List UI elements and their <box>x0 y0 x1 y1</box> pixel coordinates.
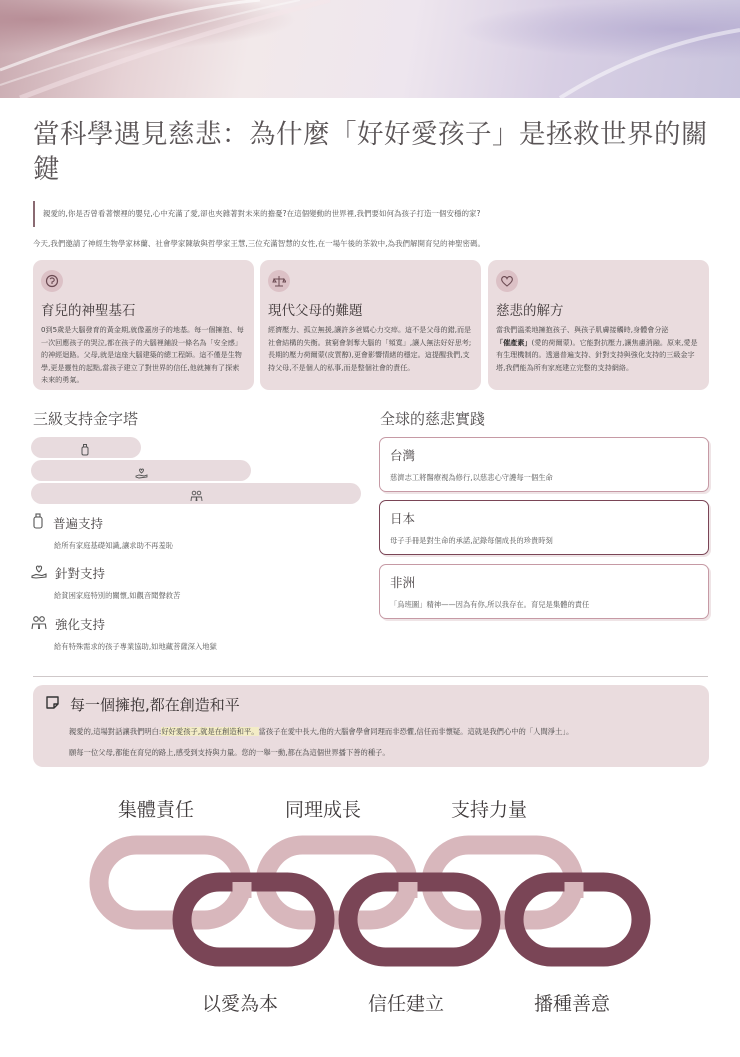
chain-label-top-1: 集體責任 <box>118 799 195 821</box>
card-sacred-foundation <box>33 260 254 390</box>
note-icon <box>45 695 60 714</box>
chain-label-bottom-3: 播種善意 <box>534 993 611 1015</box>
closing-paragraph-1: 親愛的,這場對話讓我們明白:好好愛孩子,就是在創造和平。當孩子在愛中長大,他的大腦會學會同理而非恐懼,信任而非懷疑。這就是我們心中的「人間淨土」。 <box>69 727 574 736</box>
global-item-name: 非洲 <box>390 575 416 590</box>
global-item-desc: 「烏班圖」精神——因為有你,所以我存在。育兒是集體的責任 <box>390 600 590 609</box>
intro-quote: 親愛的,你是否曾看著懷裡的嬰兒,心中充滿了愛,卻也夾雜著對未來的擔憂?在這個變動的世界裡,我們要如何為孩子打造一個安穩的家? <box>33 201 708 227</box>
global-item-desc: 母子手冊是對生命的承諾,記錄每個成長的珍貴時刻 <box>390 536 553 545</box>
family-icon <box>190 487 203 506</box>
level-label: 針對支持 <box>55 566 106 581</box>
global-item-name: 日本 <box>390 511 416 526</box>
card-body: 當我們溫柔地擁抱孩子、與孩子肌膚接觸時,身體會分泌「催產素」(愛的荷爾蒙)。它能對抗壓力,讓焦慮消融。原來,愛是有生理機制的。透過普遍支持、針對支持與強化支持的三級金字塔,我們能為所有家庭建立完整的支持網絡。 <box>496 325 698 372</box>
chain-label-bottom-1: 以愛為本 <box>202 993 279 1015</box>
pyramid-tier-middle <box>31 460 251 481</box>
hand-heart-icon <box>31 564 47 582</box>
pyramid-level-intensive <box>31 615 351 652</box>
intro-text: 今天,我們邀請了神經生物學家林蘭、社會學家陳敏與哲學家王慧,三位充滿智慧的女性,在一場午後的茶敘中,為我們解開育兒的神聖密碼。 <box>33 239 486 248</box>
closing-box <box>33 685 709 767</box>
bottle-icon <box>80 441 90 460</box>
level-desc: 給所有家庭基礎知識,讓求助不再羞恥 <box>54 541 174 550</box>
level-label: 強化支持 <box>55 617 106 632</box>
hero-abstract-image <box>0 0 740 98</box>
brain-icon <box>41 270 63 292</box>
divider <box>33 676 708 677</box>
global-item-africa <box>379 564 709 619</box>
chain-label-top-3: 支持力量 <box>451 799 528 821</box>
card-compassion-solution <box>488 260 709 390</box>
family-icon <box>31 615 47 633</box>
level-label: 普遍支持 <box>53 515 104 531</box>
chain-label-bottom-2: 信任建立 <box>368 993 445 1015</box>
card-body: 經濟壓力、孤立無援,讓許多爸媽心力交瘁。這不是父母的錯,而是社會結構的失衡。貧窮會剝奪大腦的「頻寬」,讓人無法好好思考;長期的壓力荷爾蒙(皮質醇),更會影響情緒的穩定。這提醒我們,支持父母,不是個人的私事,而是整個社會的責任。 <box>268 325 472 372</box>
level-desc: 給有特殊需求的孩子專業協助,如地藏菩薩深入地獄 <box>54 642 217 651</box>
highlight: 好好愛孩子,就是在創造和平。 <box>161 727 259 736</box>
bottle-icon <box>31 513 45 532</box>
scale-icon <box>268 270 290 292</box>
card-title: 育兒的神聖基石 <box>41 303 136 319</box>
global-item-taiwan <box>379 437 709 492</box>
global-item-desc: 慈濟志工將醫療視為修行,以慈悲心守護每一個生命 <box>390 473 553 482</box>
hand-heart-icon <box>135 464 148 483</box>
pyramid-level-targeted <box>31 564 351 601</box>
card-modern-parents <box>260 260 481 390</box>
card-title: 慈悲的解方 <box>496 303 564 319</box>
page-title: 當科學遇見慈悲：為什麼「好好愛孩子」是拯救世界的關鍵 <box>33 119 708 185</box>
pyramid-tier-top <box>31 437 141 458</box>
heart-icon <box>496 270 518 292</box>
pyramid-level-universal <box>31 513 351 551</box>
level-desc: 給貧困家庭特別的關懷,如觀音聞聲救苦 <box>54 591 181 600</box>
closing-title: 每一個擁抱,都在創造和平 <box>70 696 240 714</box>
pyramid-tier-bottom <box>31 483 361 504</box>
pyramid-section-title: 三級支持金字塔 <box>33 410 139 428</box>
chain-graphic <box>0 820 740 990</box>
hero-banner <box>0 0 740 98</box>
global-item-japan <box>379 500 709 555</box>
chain-label-top-2: 同理成長 <box>285 799 362 821</box>
card-body: 0到5歲是大腦發育的黃金期,就像蓋房子的地基。每一個擁抱、每一次回應孩子的哭泣,都在孩子的大腦裡鋪設一條名為「安全感」的神經迴路。父母,就是這座大腦建築的總工程師。這不僅是生物學,更是靈性的起點,當孩子建立了對世界的信任,他就擁有了探索未來的勇氣。 <box>41 325 244 384</box>
global-section-title: 全球的慈悲實踐 <box>380 410 486 428</box>
closing-paragraph-2: 願每一位父母,都能在育兒的路上,感受到支持與力量。您的一舉一動,都在為這個世界播下善的種子。 <box>69 748 390 757</box>
card-title: 現代父母的難題 <box>268 303 363 319</box>
global-item-name: 台灣 <box>390 448 416 463</box>
